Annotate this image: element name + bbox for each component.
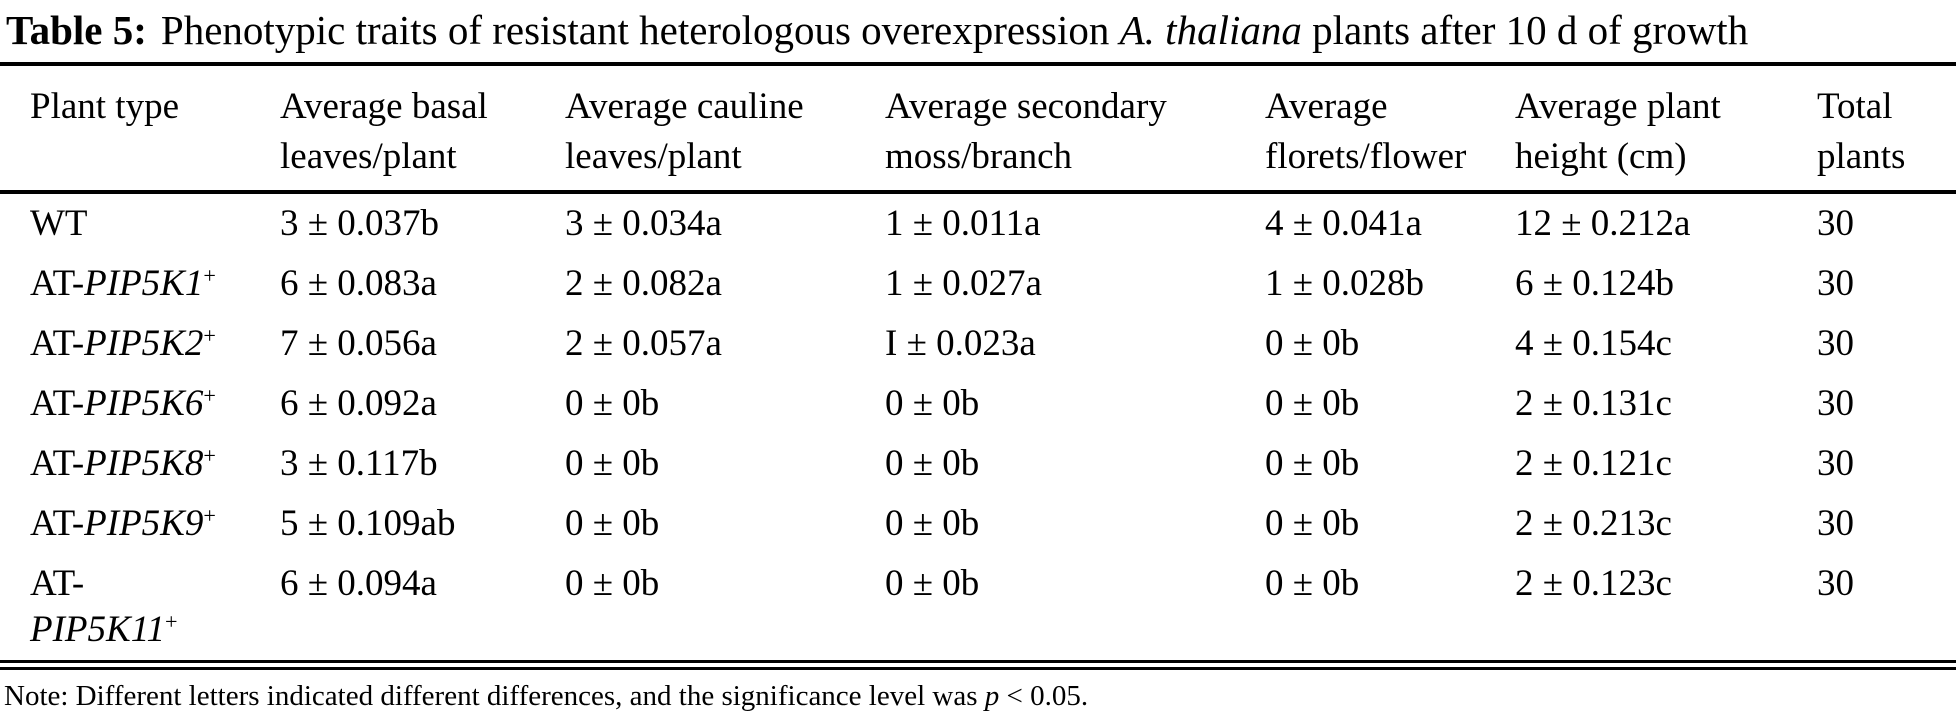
- data-cell: 0 ± 0b: [1265, 323, 1360, 364]
- data-cell: 12 ± 0.212a: [1515, 203, 1691, 244]
- plant-type-cell: [30, 501, 280, 547]
- gene-superscript: +: [164, 608, 178, 634]
- gene-name: PIP5K2: [84, 323, 204, 364]
- data-cell: 3 ± 0.117b: [280, 443, 438, 484]
- header-total-plants: Total plants: [1817, 86, 1906, 177]
- title-text-after-species: plants after 10 d of growth: [1301, 7, 1749, 53]
- gene-name: PIP5K9: [84, 503, 204, 544]
- data-cell: 0 ± 0b: [1265, 563, 1360, 604]
- table-row: [0, 434, 1956, 494]
- gene-name: PIP5K8: [84, 443, 204, 484]
- data-cell: 7 ± 0.056a: [280, 323, 437, 364]
- data-cell: 30: [1817, 443, 1854, 484]
- gene-superscript: +: [203, 322, 216, 348]
- table-row: [0, 254, 1956, 314]
- data-cell: 2 ± 0.082a: [565, 263, 722, 304]
- gene-superscript: +: [203, 442, 216, 468]
- gene-name: PIP5K11: [30, 609, 165, 650]
- data-table: [0, 62, 1956, 670]
- data-cell: 6 ± 0.094a: [280, 563, 437, 604]
- data-cell: 3 ± 0.037b: [280, 203, 440, 244]
- plant-prefix: WT: [30, 203, 88, 244]
- plant-type-cell: [30, 201, 280, 247]
- table-row: [0, 554, 1956, 660]
- data-cell: 2 ± 0.121c: [1515, 443, 1672, 484]
- data-cell: 0 ± 0b: [565, 563, 660, 604]
- gene-name-wrap: [84, 443, 216, 484]
- header-cauline-leaves: Average cauline leaves/plant: [565, 86, 804, 177]
- species-name: A. thaliana: [1119, 7, 1302, 53]
- table-header-row: [0, 66, 1956, 194]
- header-plant-type: Plant type: [30, 86, 180, 127]
- data-cell: 4 ± 0.154c: [1515, 323, 1672, 364]
- table-note: [0, 670, 1956, 713]
- data-cell: 0 ± 0b: [1265, 443, 1360, 484]
- plant-type-cell: [30, 321, 280, 367]
- data-cell: 0 ± 0b: [565, 443, 660, 484]
- gene-superscript: +: [203, 502, 216, 528]
- title-text-before-species: Phenotypic traits of resistant heterologous overexpression: [160, 7, 1120, 53]
- table-title: [0, 0, 1956, 62]
- data-cell: 2 ± 0.123c: [1515, 563, 1672, 604]
- table-bottom-rule: [0, 660, 1956, 670]
- gene-name-wrap: [84, 383, 216, 424]
- data-cell: 5 ± 0.109ab: [280, 503, 456, 544]
- data-cell: 30: [1817, 203, 1854, 244]
- table-row: [0, 314, 1956, 374]
- data-cell: 6 ± 0.124b: [1515, 263, 1675, 304]
- header-florets: Average florets/flower: [1265, 86, 1467, 177]
- data-cell: 0 ± 0b: [885, 443, 980, 484]
- data-cell: I ± 0.023a: [885, 323, 1036, 364]
- gene-name-wrap: [30, 607, 270, 653]
- note-text-before-p: Note: Different letters indicated different differences, and the significance level was: [4, 680, 985, 712]
- data-cell: 0 ± 0b: [565, 503, 660, 544]
- data-cell: 30: [1817, 503, 1854, 544]
- plant-prefix: AT-: [30, 323, 85, 364]
- table-row: [0, 374, 1956, 434]
- plant-prefix: AT-: [30, 503, 85, 544]
- plant-type-cell: [30, 381, 280, 427]
- plant-type-cell: [30, 441, 280, 487]
- note-text-after-p: < 0.05.: [999, 680, 1089, 712]
- data-cell: 0 ± 0b: [565, 383, 660, 424]
- data-cell: 4 ± 0.041a: [1265, 203, 1422, 244]
- data-cell: 2 ± 0.057a: [565, 323, 722, 364]
- data-cell: 0 ± 0b: [885, 503, 980, 544]
- gene-name-wrap: [84, 263, 216, 304]
- header-plant-height: Average plant height (cm): [1515, 86, 1721, 177]
- plant-prefix: AT-: [30, 563, 85, 604]
- header-secondary-moss: Average secondary moss/branch: [885, 86, 1167, 177]
- data-cell: 0 ± 0b: [885, 563, 980, 604]
- data-cell: 0 ± 0b: [1265, 503, 1360, 544]
- data-cell: 0 ± 0b: [1265, 383, 1360, 424]
- table-row: [0, 194, 1956, 254]
- data-cell: 1 ± 0.011a: [885, 203, 1041, 244]
- header-basal-leaves: Average basal leaves/plant: [280, 86, 488, 177]
- gene-name-wrap: [84, 503, 216, 544]
- data-cell: 30: [1817, 383, 1854, 424]
- plant-prefix: AT-: [30, 263, 85, 304]
- data-cell: 1 ± 0.028b: [1265, 263, 1425, 304]
- data-cell: 30: [1817, 563, 1854, 604]
- data-cell: 0 ± 0b: [885, 383, 980, 424]
- data-cell: 1 ± 0.027a: [885, 263, 1042, 304]
- data-cell: 3 ± 0.034a: [565, 203, 722, 244]
- gene-superscript: +: [203, 262, 216, 288]
- plant-prefix: AT-: [30, 383, 85, 424]
- table-number-label: Table 5:: [6, 7, 147, 53]
- gene-name-wrap: [84, 323, 216, 364]
- data-cell: 6 ± 0.092a: [280, 383, 437, 424]
- data-cell: 30: [1817, 323, 1854, 364]
- plant-prefix: AT-: [30, 443, 85, 484]
- gene-name: PIP5K1: [84, 263, 204, 304]
- p-value-symbol: p: [984, 680, 1000, 712]
- data-cell: 2 ± 0.213c: [1515, 503, 1672, 544]
- data-cell: 6 ± 0.083a: [280, 263, 437, 304]
- plant-type-cell: [30, 561, 280, 653]
- data-cell: 2 ± 0.131c: [1515, 383, 1672, 424]
- plant-type-cell: [30, 261, 280, 307]
- data-cell: 30: [1817, 263, 1854, 304]
- gene-superscript: +: [203, 382, 216, 408]
- table-row: [0, 494, 1956, 554]
- gene-name: PIP5K6: [84, 383, 204, 424]
